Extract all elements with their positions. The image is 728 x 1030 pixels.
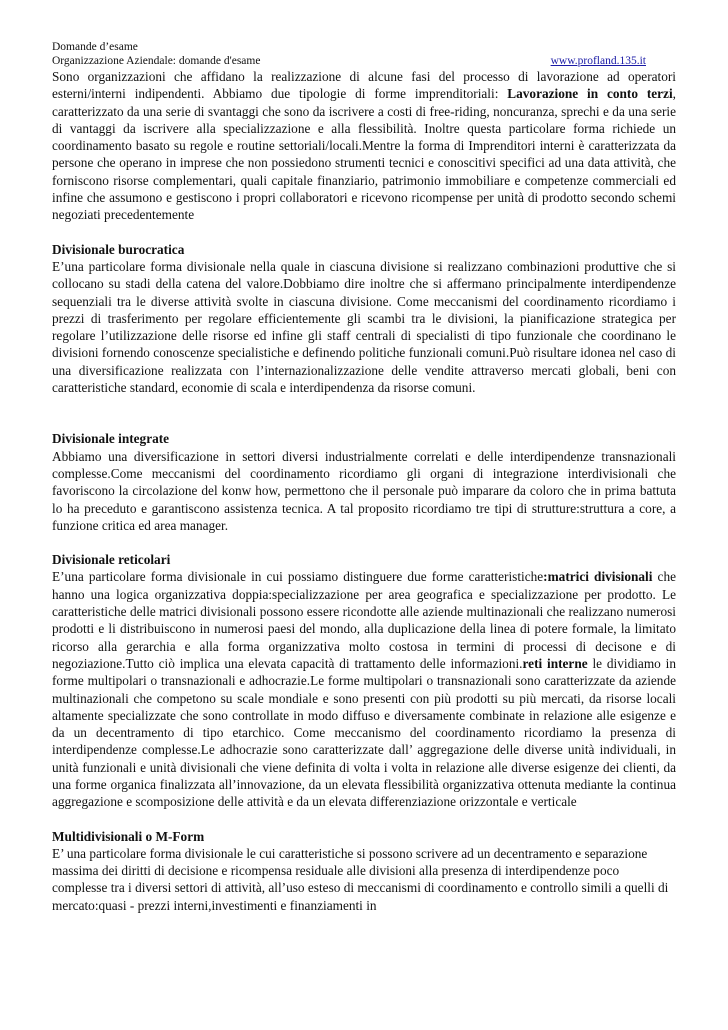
reticolari-text-2: che hanno una logica organizzativa doppia:specializzazione per area geografica e specializzazione per prodotto. Le caratteristiche delle matrici divisionali possono essere ricondotte alle aziende multinazionali che realizzano numerosi prodotti e li distribuiscono in numerosi paesi del mondo, alla duplicazione della linea di potere formale, la limitato ricorso alla gerarchia e alla forma organizzativa molto costosa in termini di processi di decisone e di negoziazione.Tutto ciò implica una elevata capacità di trattamento delle informazioni. <box>52 569 676 671</box>
section-paragraph <box>52 568 676 810</box>
document-page <box>52 40 676 914</box>
header-title: Domande d’esame <box>52 41 138 53</box>
section-integrate <box>52 430 676 534</box>
reticolari-bold-1: :matrici divisionali <box>543 569 653 585</box>
header-course: Organizzazione Aziendale: domande d'esame <box>52 55 261 67</box>
intro-text-1: Sono organizzazioni che affidano la realizzazione di alcune fasi del processo di lavorazione ad operatori esterni/interni indipendenti. Abbiamo due tipologie di forme imprenditoriali: <box>52 69 676 102</box>
section-title: Divisionale burocratica <box>52 241 185 257</box>
reticolari-bold-2: reti interne <box>522 655 588 671</box>
section-title: Divisionale integrate <box>52 431 170 447</box>
reticolari-text-3: le dividiamo in forme multipolari o transnazionali e adhocrazie.Le forme multipolari o transnazionali sono caratterizzate da aziende multinazionali che competono su scale mondiale e sono presenti con più prodotti su più mercati, da risorse locali altamente specializzate che sono controllate in modo diffuso e diversamente combinate in relazione alle esigenze e da un decentramento di tipo etarchico. Come meccanismo del coordinamento ricordiamo la presenza di interdipendenze complesse.Le adhocrazie sono caratterizzate dall’ aggregazione delle diverse unità individuali, in unità funzionali e unità divisionali che viene definita di volta i volta in relazione alle diverse esigenze dei clienti, da una forme organica finalizzata all’innovazione, da un elevata flessibilità organizzativa ottenuta mediante la continua aggregazione e scomposizione delle attività e da un elevata differenziazione orizzontale e verticale <box>52 655 676 810</box>
section-burocratica <box>52 241 676 397</box>
header-website-link[interactable]: www.profland.135.it <box>550 55 646 67</box>
section-reticolari <box>52 551 676 810</box>
section-title: Multidivisionali o M-Form <box>52 828 205 844</box>
intro-paragraph <box>52 68 676 224</box>
reticolari-text-1: E’una particolare forma divisionale in cui possiamo distinguere due forme caratteristiche <box>52 569 544 585</box>
section-paragraph: E’una particolare forma divisionale nella quale in ciascuna divisione si realizzano combinazioni produttive che si collocano su stadi della catena del valore.Dobbiamo dire inoltre che si affermano principalmente interdipendenze sequenziali tra le diverse attività svolte in ciascuna divisione. Come meccanismi del coordinamento ricordiamo i prezzi di trasferimento per regolare efficientemente gli scambi tra le divisioni, la pianificazione strategica per regolare l’utilizzazione delle risorse ed infine gli staff centrali di specialisti di tipo funzionale che coordinano le divisioni fornendo conoscenze specialistiche e definendo politiche funzionali comuni.Può risultare idonea nel caso di una diversificazione realizzata con l’internazionalizzazione delle vendite attraverso mercati globali, beni con caratteristiche standard, economie di scala e interdipendenza da risorse comuni. <box>52 258 676 396</box>
section-paragraph: Abbiamo una diversificazione in settori diversi industrialmente correlati e delle interdipendenze transnazionali complesse.Come meccanismi del coordinamento ricordiamo gli organi di integrazione interdivisionali che favoriscono la circolazione del konw how, permettono che il personale può imparare da coloro che in prima battuta lo ha preceduto e garantiscono assistenza tecnica. A tal proposito ricordiamo tre tipi di strutture:struttura a core, a funzione critica ed area manager. <box>52 448 676 533</box>
header-subtitle <box>52 54 676 68</box>
intro-text-2: , caratterizzato da una serie di svantaggi che sono da iscrivere a costi di free-riding, noncuranza, sprechi e da una serie di vantaggi da iscrivere alla specializzazione e alla flessibilità. Inoltre questa particolare forma richiede un coordinamento basato su regole e routine settoriali/locali.Mentre la forma di Imprenditori interni è caratterizzata da persone che operano in imprese che non possiedono strumenti tecnici e conoscitivi specifici ad una data attività, che forniscono risorse complementari, quali capitale finanziario, patrimonio immobiliare e competenze commerciali ed infine che assumono e gestiscono i propri collaboratori e ricevono ricompense per unità di prodotto secondo schemi negoziati precedentemente <box>52 86 676 223</box>
section-paragraph: E’ una particolare forma divisionale le cui caratteristiche si possono scrivere ad un decentramento e separazione massima dei diritti di decisione e ricompensa residuale alle divisioni alla presenza di interdipendenze poco complesse tra i diversi settori di attività, all’uso esteso di meccanismi di coordinamento e controllo simili a quelli di mercato:quasi - prezzi interni,investimenti e finanziamenti in <box>52 845 669 913</box>
intro-bold-term: Lavorazione in conto terzi <box>507 86 673 102</box>
section-mform <box>52 828 676 914</box>
section-title: Divisionale reticolari <box>52 552 171 568</box>
